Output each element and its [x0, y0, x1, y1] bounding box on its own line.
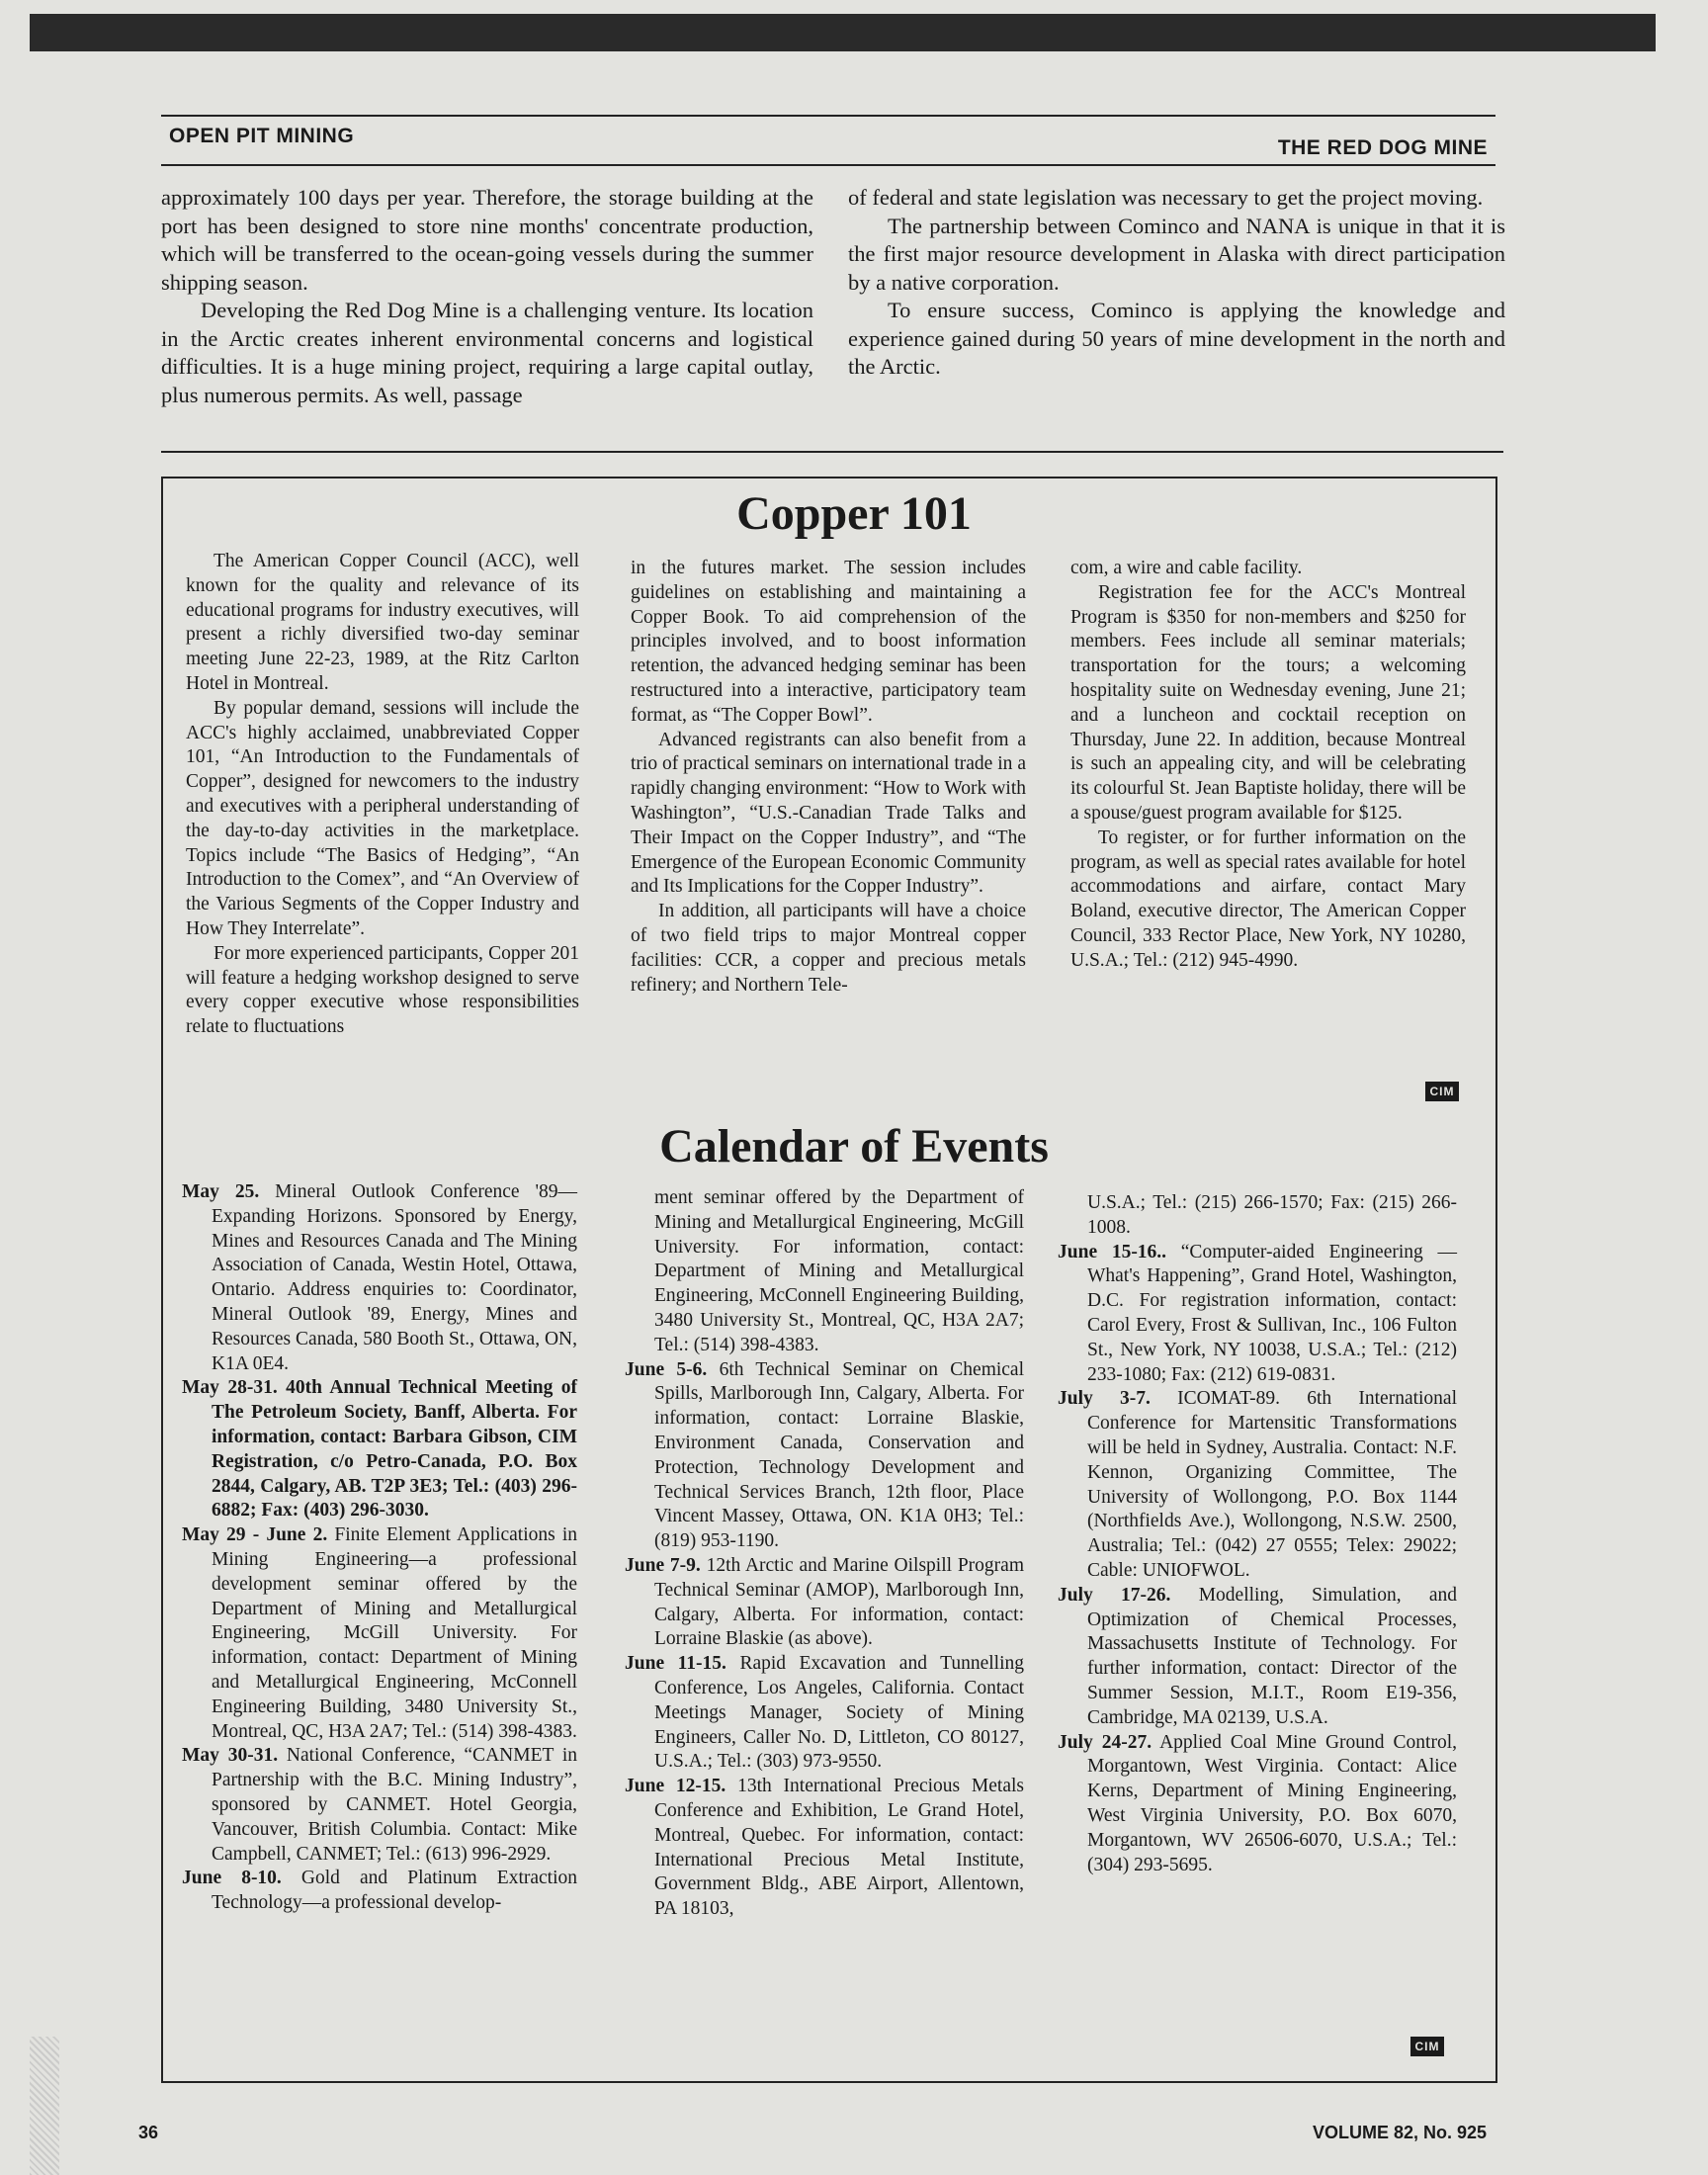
copper-column-2 [631, 557, 1026, 998]
event-text: ICOMAT-89. 6th International Conference for Martensitic Transformations will be held in Sydney, Australia. Contact: N.F. Kennon, Organizing Committee, The University of Wollongong, P.O. Box 1144 (Northfields Ave.), Wollongong, N.S.W. 2500, Australia; Tel.: (042) 27 0555; Telex: 29022; Cable: UNIOFWOL. [1087, 1388, 1458, 1581]
event-text: Mineral Outlook Conference '89—Expanding Horizons. Sponsored by Energy, Mines and Resources Canada and The Mining Association of Canada, Westin Hotel, Ottawa, Ontario. Address enquiries to: Coordinator, Mineral Outlook '89, Energy, Mines and Resources Canada, 580 Booth St., Ottawa, ON, K1A 0E4. [212, 1181, 577, 1374]
calendar-title: Calendar of Events [659, 1120, 1049, 1173]
event-text: 40th Annual Technical Meeting of The Petroleum Society, Banff, Alberta. For information, contact: Barbara Gibson, CIM Registration, c/o Petro-Canada, P.O. Box 2844, Calgary, AB. T2P 3E3; Tel.: (403) 296-6882; Fax: (403) 296-3030. [212, 1377, 578, 1522]
calendar-column-2 [625, 1186, 1024, 1922]
copper-101-title: Copper 101 [736, 487, 972, 540]
event-entry [182, 1180, 577, 1376]
event-entry [625, 1358, 1024, 1554]
copper-paragraph: In addition, all participants will have a choice of two field trips to major Montreal copper facilities: CCR, a copper and precious metals refinery; and Northern Tele- [631, 901, 1026, 996]
running-header [161, 115, 1495, 166]
event-text: 13th International Precious Metals Conference and Exhibition, Le Grand Hotel, Montreal, Quebec. For information, contact: International Precious Metal Institute, Government Bldg., ABE Airport, Allentown, PA 18103, [654, 1776, 1024, 1920]
event-date: May 25. [182, 1181, 260, 1202]
event-entry [625, 1775, 1024, 1922]
event-text: 6th Technical Seminar on Chemical Spills, Marlborough Inn, Calgary, Alberta. For information, contact: Lorraine Blaskie, Environment Canada, Conservation and Protection, Technology Development and Technical Services Branch, 12th floor, Place Vincent Massey, Ottawa, ON. K1A 0H3; Tel.: (819) 953-1190. [654, 1358, 1025, 1552]
event-entry [1058, 1387, 1457, 1583]
event-date: July 17-26. [1058, 1584, 1171, 1606]
scan-edge-noise [30, 2037, 59, 2175]
event-entry [625, 1554, 1024, 1652]
intro-column-1 [161, 184, 813, 409]
volume-label: VOLUME 82, No. 925 [1313, 2123, 1488, 2142]
header-left: OPEN PIT MINING [169, 125, 355, 147]
event-continuation: ment seminar offered by the Department of Mining and Metallurgical Engineering, McGill University. For information, contact: Department of Mining and Metallurgical Engineering, McConnell Engineering Building, 3480 University St., Montreal, QC, H3A 2A7; Tel.: (514) 398-4383. [654, 1187, 1024, 1355]
event-entry [1058, 1241, 1457, 1388]
copper-column-1 [186, 550, 579, 1040]
intro-paragraph: To ensure success, Cominco is applying the knowledge and experience gained during 50 years of mine development in the north and the Arctic. [848, 298, 1505, 379]
event-text: Modelling, Simulation, and Optimization of Chemical Processes, Massachusetts Institute of Technology. For further information, contact: Director of the Summer Session, M.I.T., Room E19-356, Cambridge, MA 02139, U.S.A. [1087, 1584, 1457, 1728]
event-text: Finite Element Applications in Mining Engineering—a professional development seminar offered by the Department of Mining and Metallurgical Engineering, McGill University. For information, contact: Department of Mining and Metallurgical Engineering, McConnell Engineering Building, 3480 University St., Montreal, QC, H3A 2A7; Tel.: (514) 398-4383. [212, 1524, 578, 1742]
intro-paragraph: approximately 100 days per year. Therefore, the storage building at the port has been designed to store nine months' concentrate production, which will be transferred to the ocean-going vessels during the summer shipping season. [161, 185, 813, 295]
event-date: June 15-16.. [1058, 1241, 1167, 1262]
copper-paragraph: The American Copper Council (ACC), well known for the quality and relevance of its educational programs for industry executives, will present a richly diversified two-day seminar meeting June 22-23, 1989, at the Ritz Carlton Hotel in Montreal. [186, 551, 579, 694]
cim-logo: CIM [1425, 1082, 1459, 1101]
event-text: Rapid Excavation and Tunnelling Conference, Los Angeles, California. Contact Meetings Manager, Society of Mining Engineers, Caller No. D, Littleton, CO 80127, U.S.A.; Tel.: (303) 973-9550. [654, 1653, 1025, 1773]
event-date: June 8-10. [182, 1868, 282, 1889]
copper-paragraph: com, a wire and cable facility. [1070, 558, 1303, 578]
event-date: May 29 - June 2. [182, 1524, 328, 1546]
event-text: National Conference, “CANMET in Partnership with the B.C. Mining Industry”, sponsored by CANMET. Hotel Georgia, Vancouver, British Columbia. Contact: Mike Campbell, CANMET; Tel.: (613) 996-2929. [212, 1745, 578, 1865]
copper-paragraph: Advanced registrants can also benefit from a trio of practical seminars on international trade in a rapidly changing environment: “How to Work with Washington”, “U.S.-Canadian Trade Talks and Their Impact on the Copper Industry”, and “The Emergence of the European Economic Community and Its Implications for the Copper Industry”. [631, 729, 1026, 898]
page-number: 36 [138, 2123, 159, 2142]
event-entry [1058, 1731, 1457, 1878]
calendar-column-1 [182, 1180, 577, 1916]
header-right: THE RED DOG MINE [1277, 136, 1488, 159]
top-scan-bar [30, 14, 1656, 51]
intro-column-2 [848, 184, 1505, 382]
copper-paragraph: By popular demand, sessions will include the ACC's highly acclaimed, unabbreviated Copper 101, “An Introduction to the Fundamentals of Copper”, designed for newcomers to the industry and executives with a peripheral understanding of the day-to-day activities in the marketplace. Topics include “The Basics of Hedging”, “An Introduction to the Comex”, and “An Overview of the Various Segments of the Copper Industry and How They Interrelate”. [186, 697, 579, 939]
event-entry [182, 1376, 577, 1523]
event-date: July 3-7. [1058, 1388, 1151, 1410]
copper-paragraph: Registration fee for the ACC's Montreal Program is $350 for non-members and $250 for members. Fees include all seminar materials; transportation for the tours; a welcoming hospitality suite on Wednesday evening, June 21; and a luncheon and cocktail reception on Thursday, June 22. In addition, because Montreal is such an appealing city, and will be celebrating its colourful St. Jean Baptiste holiday, there will be a spouse/guest program available for $125. [1070, 581, 1466, 824]
intro-paragraph: Developing the Red Dog Mine is a challenging venture. Its location in the Arctic creates inherent environmental concerns and logistical difficulties. It is a huge mining project, requiring a large capital outlay, plus numerous permits. As well, passage [161, 298, 813, 407]
cim-logo: CIM [1410, 2037, 1444, 2056]
copper-paragraph: For more experienced participants, Copper 201 will feature a hedging workshop designed to serve every copper executive whose responsibilities relate to fluctuations [186, 942, 579, 1038]
event-date: May 30-31. [182, 1745, 279, 1767]
section-divider [161, 451, 1503, 453]
event-continuation: U.S.A.; Tel.: (215) 266-1570; Fax: (215) 266-1008. [1087, 1192, 1457, 1238]
event-entry [182, 1523, 577, 1744]
event-date: June 5-6. [625, 1358, 708, 1380]
copper-paragraph: in the futures market. The session includes guidelines on establishing and maintaining a Copper Book. To aid comprehension of the principles involved, and to boost information retention, the advanced hedging seminar has been restructured into a interactive, participatory team format, as “The Copper Bowl”. [631, 558, 1026, 726]
event-date: May 28-31. [182, 1377, 278, 1399]
event-text: 12th Arctic and Marine Oilspill Program Technical Seminar (AMOP), Marlborough Inn, Calgary, Alberta. For information, contact: Lorraine Blaskie (as above). [654, 1554, 1024, 1650]
event-entry [182, 1867, 577, 1916]
event-date: July 24-27. [1058, 1731, 1153, 1753]
intro-paragraph: The partnership between Cominco and NANA is unique in that it is the first major resource development in Alaska with direct participation by a native corporation. [848, 213, 1505, 295]
event-text: “Computer-aided Engineering —What's Happening”, Grand Hotel, Washington, D.C. For registration information, contact: Carol Every, Frost & Sullivan, Inc., 106 Fulton St., New York, NY 10038, U.S.A.; Tel.: (212) 233-1080; Fax: (212) 619-0831. [1087, 1241, 1457, 1385]
copper-paragraph: To register, or for further information on the program, as well as special rates available for hotel accommodations and airfare, contact Mary Boland, executive director, The American Copper Council, 333 Rector Place, New York, NY 10280, U.S.A.; Tel.: (212) 945-4990. [1070, 826, 1466, 971]
event-entry [625, 1652, 1024, 1775]
event-text: Gold and Platinum Extraction Technology—a professional develop- [212, 1868, 578, 1914]
event-entry [182, 1744, 577, 1867]
calendar-column-3 [1058, 1191, 1457, 1877]
event-text: Applied Coal Mine Ground Control, Morgantown, West Virginia. Contact: Alice Kerns, Department of Mining Engineering, West Virginia University, P.O. Box 6070, Morgantown, WV 26506-6070, U.S.A.; Tel.: (304) 293-5695. [1087, 1731, 1457, 1875]
event-date: June 12-15. [625, 1776, 726, 1797]
event-entry [1058, 1584, 1457, 1731]
copper-column-3 [1070, 557, 1466, 974]
intro-paragraph: of federal and state legislation was necessary to get the project moving. [848, 185, 1484, 210]
event-date: June 7-9. [625, 1554, 701, 1576]
event-date: June 11-15. [625, 1653, 726, 1675]
